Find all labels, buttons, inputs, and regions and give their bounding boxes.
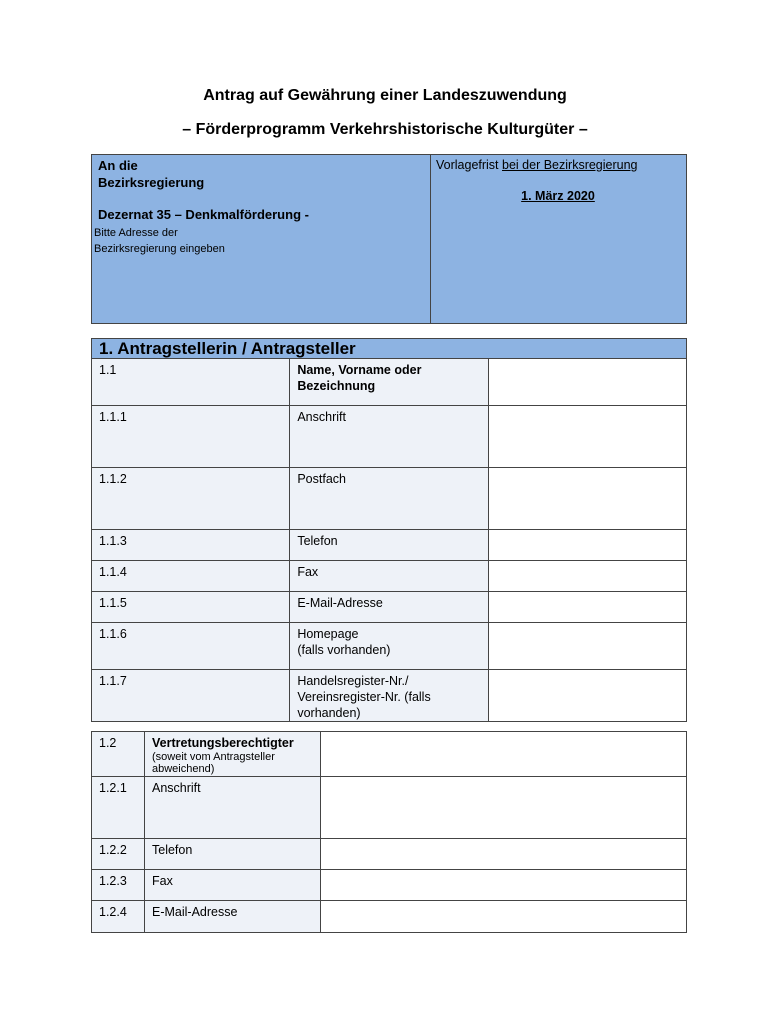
fax-field[interactable]: [488, 561, 686, 592]
row-number: 1.1.3: [92, 530, 290, 561]
row-note: (falls vorhanden): [297, 643, 391, 657]
deadline-date: 1. März 2020: [521, 189, 595, 203]
row-number: 1.1.1: [92, 406, 290, 468]
row-label: Postfach: [290, 468, 488, 530]
row-number: 1.2: [92, 732, 145, 777]
po-box-field[interactable]: [488, 468, 686, 530]
section-1-2-table: [91, 731, 687, 933]
row-number: 1.2.4: [92, 901, 145, 933]
name-field[interactable]: [488, 359, 686, 406]
representative-field[interactable]: [321, 732, 687, 777]
representative-fax-field[interactable]: [321, 870, 687, 901]
row-label-cell: [290, 623, 488, 670]
row-label: Homepage: [297, 627, 359, 641]
row-label: Telefon: [290, 530, 488, 561]
phone-field[interactable]: [488, 530, 686, 561]
row-number: 1.2.2: [92, 839, 145, 870]
row-label: Anschrift: [290, 406, 488, 468]
deadline-prefix: Vorlagefrist: [436, 158, 503, 172]
table-row: [92, 561, 687, 592]
deadline-label: [436, 158, 638, 172]
row-label: Fax: [145, 870, 321, 901]
row-number: 1.2.3: [92, 870, 145, 901]
table-row: [92, 468, 687, 530]
table-row: [92, 406, 687, 468]
representative-email-field[interactable]: [321, 901, 687, 933]
table-row: [92, 732, 687, 777]
deadline-link: bei der Bezirksregierung: [502, 158, 638, 172]
row-label-cell: [145, 732, 321, 777]
address-box: [91, 154, 687, 324]
row-number: 1.1.7: [92, 670, 290, 722]
register-number-field[interactable]: [488, 670, 686, 722]
row-number: 1.1.2: [92, 468, 290, 530]
address-hint-2: Bezirksregierung eingeben: [94, 243, 225, 255]
table-row: [92, 870, 687, 901]
table-row: [92, 670, 687, 722]
row-label: Telefon: [145, 839, 321, 870]
address-line-bezirksregierung: Bezirksregierung: [98, 175, 205, 190]
email-field[interactable]: [488, 592, 686, 623]
address-field[interactable]: [488, 406, 686, 468]
section-1-table: [91, 338, 687, 722]
form-title: Antrag auf Gewährung einer Landeszuwendung: [203, 87, 567, 104]
homepage-field[interactable]: [488, 623, 686, 670]
row-number: 1.2.1: [92, 777, 145, 839]
recipient-address-field[interactable]: [92, 155, 431, 323]
form-subtitle: – Förderprogramm Verkehrshistorische Kulturgüter –: [182, 121, 588, 138]
row-number: 1.1.5: [92, 592, 290, 623]
address-hint-1: Bitte Adresse der: [94, 227, 178, 239]
row-note: (soweit vom Antragsteller abweichend): [152, 751, 275, 775]
address-line-dezernat: Dezernat 35 – Denkmalförderung -: [98, 207, 309, 222]
row-label: E-Mail-Adresse: [290, 592, 488, 623]
row-label: Name, Vorname oder Bezeichnung: [290, 359, 488, 406]
table-row: [92, 592, 687, 623]
row-label: Handelsregister-Nr./ Vereinsregister-Nr. (falls vorhanden): [290, 670, 488, 722]
table-row: [92, 777, 687, 839]
section-1-heading: 1. Antragstellerin / Antragsteller: [92, 339, 687, 359]
address-line-an-die: An die: [98, 158, 138, 173]
table-row: [92, 901, 687, 933]
deadline-panel: [430, 155, 686, 323]
row-number: 1.1.4: [92, 561, 290, 592]
row-label: Fax: [290, 561, 488, 592]
row-label: Anschrift: [145, 777, 321, 839]
row-number: 1.1.6: [92, 623, 290, 670]
row-label: E-Mail-Adresse: [145, 901, 321, 933]
table-row: [92, 839, 687, 870]
table-row: [92, 623, 687, 670]
representative-phone-field[interactable]: [321, 839, 687, 870]
table-row: [92, 359, 687, 406]
row-number: 1.1: [92, 359, 290, 406]
row-label: Vertretungsberechtigter: [152, 736, 294, 750]
representative-address-field[interactable]: [321, 777, 687, 839]
table-row: [92, 530, 687, 561]
